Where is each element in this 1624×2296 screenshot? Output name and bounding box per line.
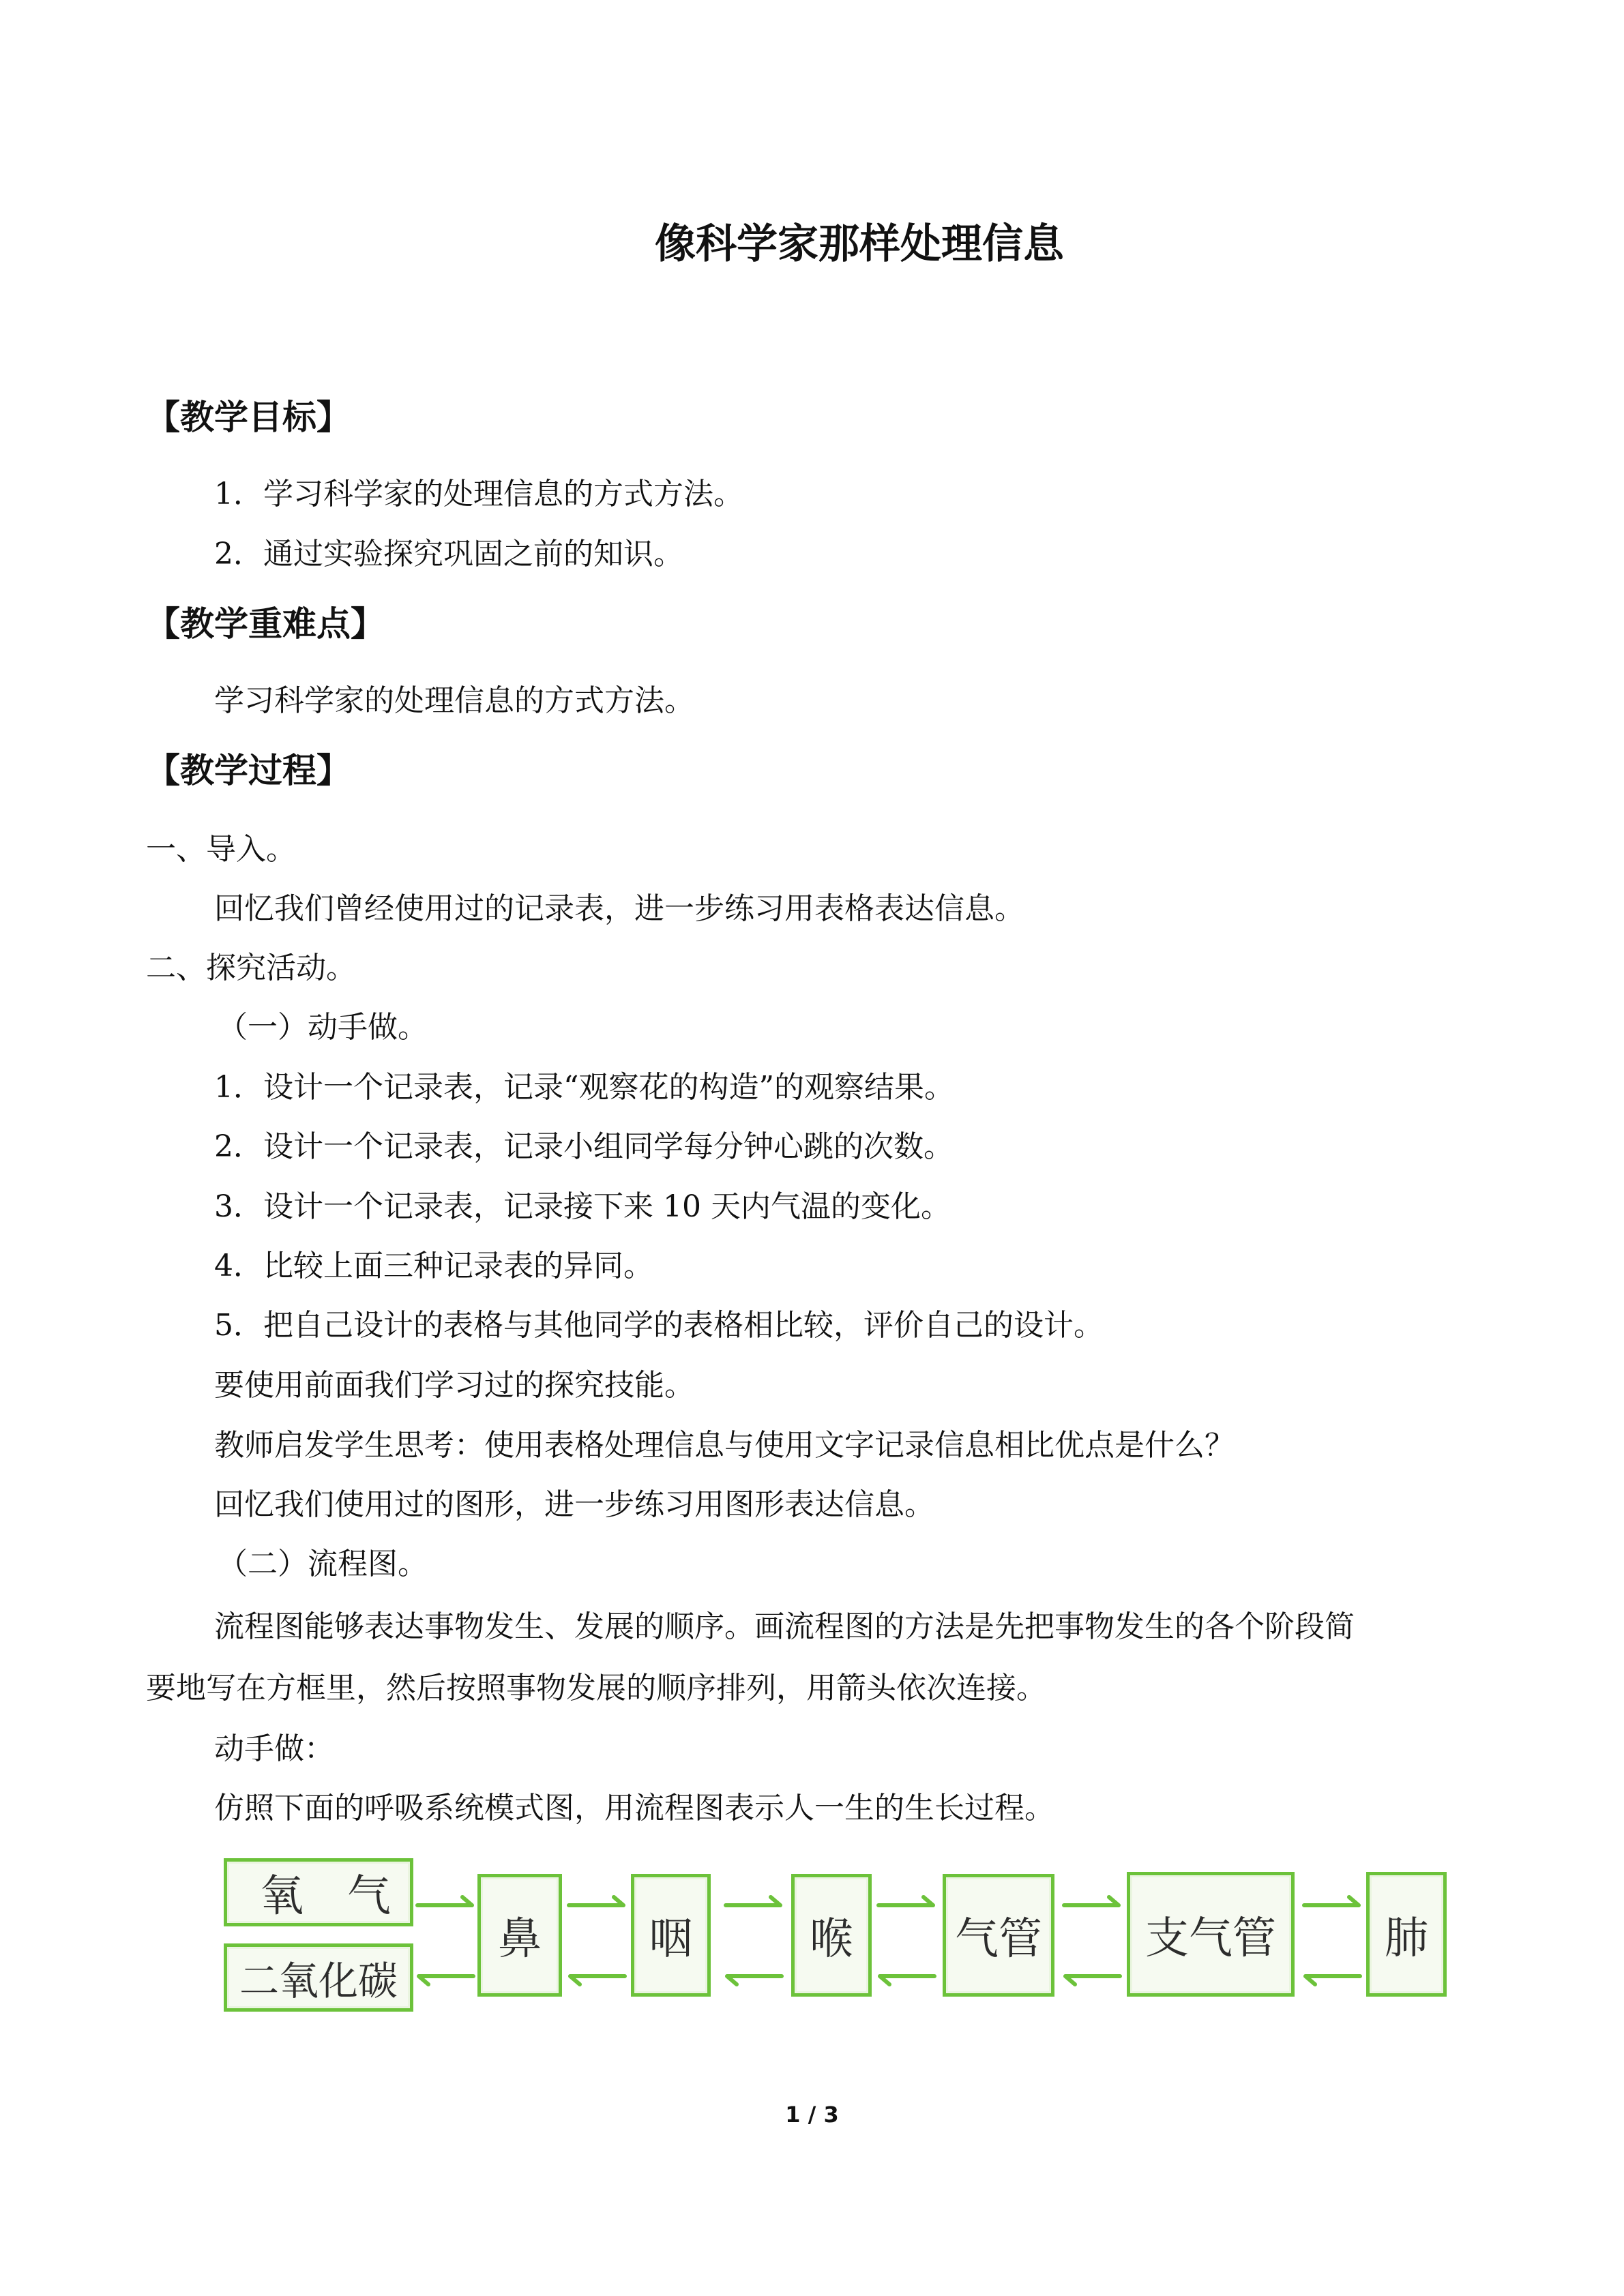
lung-box: 肺 bbox=[1366, 1872, 1447, 1997]
handson-text: 仿照下面的呼吸系统模式图，用流程图表示人一生的生长过程。 bbox=[214, 1791, 1054, 1825]
arrow-left-icon bbox=[723, 1964, 784, 1991]
goal-item-1: 1．学习科学家的处理信息的方式方法。 bbox=[214, 477, 743, 511]
bronchi-box: 支气管 bbox=[1127, 1872, 1295, 1997]
arrow-left-icon bbox=[566, 1964, 628, 1991]
sub1-title: （一）动手做。 bbox=[218, 1010, 428, 1045]
arrow-right-icon bbox=[876, 1890, 937, 1918]
flow-paragraph-line2: 要地写在方框里，然后按照事物发展的顺序排列，用箭头依次连接。 bbox=[146, 1671, 1046, 1705]
handson-label: 动手做： bbox=[214, 1731, 334, 1766]
key-points-text: 学习科学家的处理信息的方式方法。 bbox=[214, 683, 694, 718]
part1-text: 回忆我们曾经使用过的记录表，进一步练习用表格表达信息。 bbox=[214, 891, 1024, 926]
arrow-left-icon bbox=[1061, 1964, 1123, 1991]
task-item-1: 1．设计一个记录表，记录“观察花的构造”的观察结果。 bbox=[214, 1070, 954, 1105]
task-item-4: 4．比较上面三种记录表的异同。 bbox=[214, 1249, 653, 1283]
part2-title: 二、探究活动。 bbox=[146, 951, 356, 985]
process-heading: 【教学过程】 bbox=[146, 751, 351, 790]
arrow-right-icon bbox=[1301, 1890, 1363, 1918]
nose-box: 鼻 bbox=[477, 1874, 562, 1997]
sub2-title: （二）流程图。 bbox=[218, 1547, 428, 1581]
goals-heading: 【教学目标】 bbox=[146, 398, 351, 437]
arrow-left-icon bbox=[415, 1964, 476, 1991]
key-points-heading: 【教学重难点】 bbox=[146, 604, 385, 644]
task-item-2: 2．设计一个记录表，记录小组同学每分钟心跳的次数。 bbox=[214, 1129, 954, 1164]
arrow-right-icon bbox=[566, 1890, 628, 1918]
co2-box: 二氧化碳 bbox=[224, 1943, 413, 2012]
pharynx-box: 咽 bbox=[631, 1874, 711, 1997]
arrow-right-icon bbox=[415, 1890, 476, 1918]
goal-item-2: 2．通过实验探究巩固之前的知识。 bbox=[214, 537, 683, 571]
recall-graph: 回忆我们使用过的图形，进一步练习用图形表达信息。 bbox=[214, 1487, 934, 1522]
teacher-prompt: 教师启发学生思考：使用表格处理信息与使用文字记录信息相比优点是什么？ bbox=[214, 1428, 1235, 1463]
skill-note: 要使用前面我们学习过的探究技能。 bbox=[214, 1368, 694, 1403]
arrow-right-icon bbox=[1061, 1890, 1123, 1918]
larynx-box: 喉 bbox=[791, 1874, 872, 1997]
oxygen-box: 氧 气 bbox=[224, 1858, 413, 1926]
arrow-left-icon bbox=[876, 1964, 937, 1991]
flow-paragraph-line1: 流程图能够表达事物发生、发展的顺序。画流程图的方法是先把事物发生的各个阶段简 bbox=[214, 1609, 1355, 1644]
arrow-left-icon bbox=[1301, 1964, 1363, 1991]
page-title: 像科学家那样处理信息 bbox=[655, 220, 1064, 268]
arrow-right-icon bbox=[723, 1890, 784, 1918]
trachea-box: 气管 bbox=[943, 1874, 1054, 1997]
part1-title: 一、导入。 bbox=[146, 832, 296, 867]
page-number: 1 / 3 bbox=[785, 2102, 839, 2128]
task-item-5: 5．把自己设计的表格与其他同学的表格相比较，评价自己的设计。 bbox=[214, 1308, 1104, 1343]
task-item-3: 3．设计一个记录表，记录接下来 10 天内气温的变化。 bbox=[214, 1189, 951, 1224]
